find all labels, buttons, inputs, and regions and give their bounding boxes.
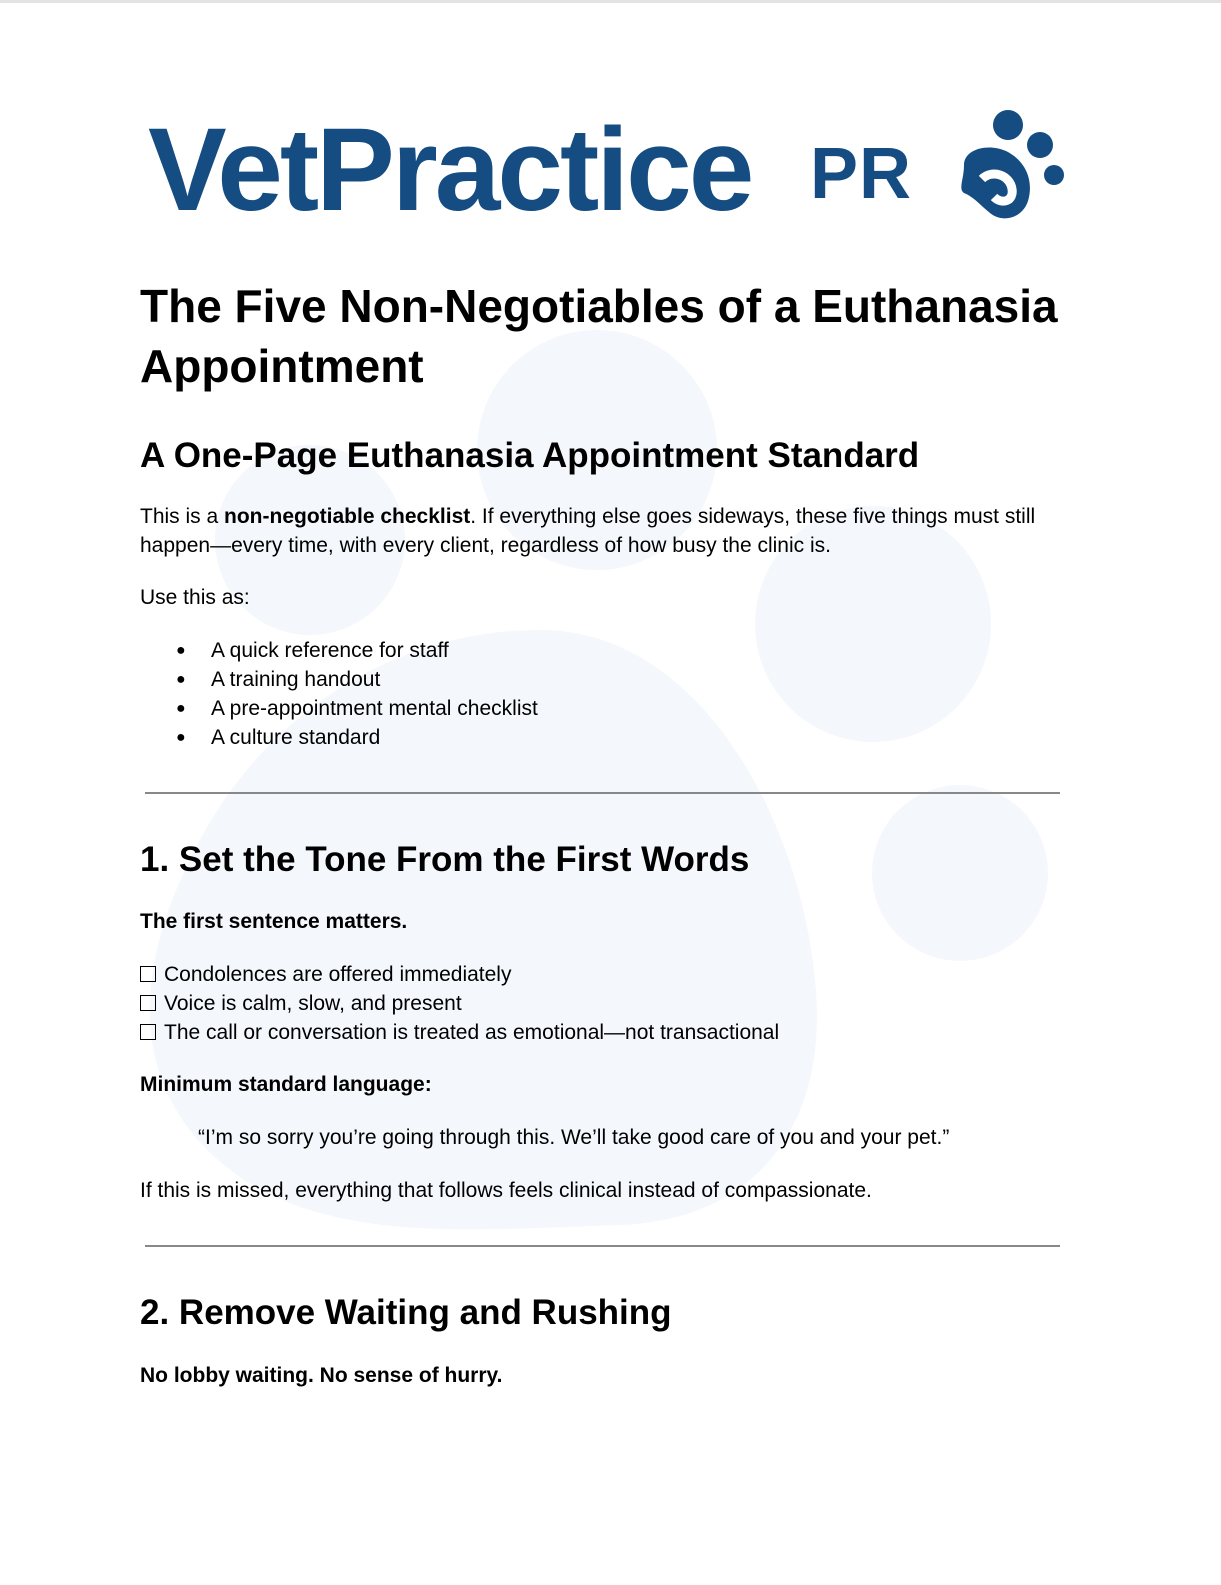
logo-pro-text: PR (810, 134, 913, 214)
list-item: ● A quick reference for staff (176, 636, 538, 665)
intro-paragraph (140, 502, 1070, 560)
use-as-list (176, 636, 538, 752)
checklist-item-text: Condolences are offered immediately (164, 963, 512, 986)
intro-text-start: This is a (140, 505, 225, 528)
intro-bold-phrase: non-negotiable checklist (224, 505, 471, 528)
checklist-item (140, 960, 1070, 989)
use-as-label: Use this as: (140, 586, 250, 609)
logo-brand-text: VetPractice (148, 104, 752, 236)
language-label: Minimum standard language: (140, 1073, 432, 1096)
page-subtitle: A One-Page Euthanasia Appointment Standard (140, 436, 920, 475)
section1-heading: 1. Set the Tone From the First Words (140, 840, 750, 879)
section1-lead: The first sentence matters. (140, 910, 408, 933)
checklist-item-text: Voice is calm, slow, and present (164, 992, 462, 1015)
checklist-item (140, 1018, 1070, 1047)
page-title: The Five Non-Negotiables of a Euthanasia Appointment (140, 280, 1058, 392)
standard-quote: “I’m so sorry you’re going through this. We’ll take good care of you and your pet.” (198, 1126, 950, 1149)
section1-closing: If this is missed, everything that follows feels clinical instead of compassionate. (140, 1179, 872, 1202)
checklist-item (140, 989, 1070, 1018)
checklist-item-text: The call or conversation is treated as emotional—not transactional (164, 1021, 780, 1044)
section2-lead: No lobby waiting. No sense of hurry. (140, 1364, 503, 1387)
divider (145, 792, 1060, 794)
list-item: ● A culture standard (176, 723, 538, 752)
checkbox-icon (140, 966, 156, 982)
intro-text-end: . If everything else goes sideways, these five things must still happen—every time, with every client, regardless of how busy the clinic is. (140, 505, 1036, 557)
checkbox-icon (140, 1024, 156, 1040)
section2-heading: 2. Remove Waiting and Rushing (140, 1293, 672, 1332)
list-item: ● A training handout (176, 665, 538, 694)
logo-paw-icon (930, 105, 1070, 235)
vetpracticepro-logo (140, 105, 1080, 235)
checkbox-icon (140, 995, 156, 1011)
divider (145, 1245, 1060, 1247)
list-item: ● A pre-appointment mental checklist (176, 694, 538, 723)
